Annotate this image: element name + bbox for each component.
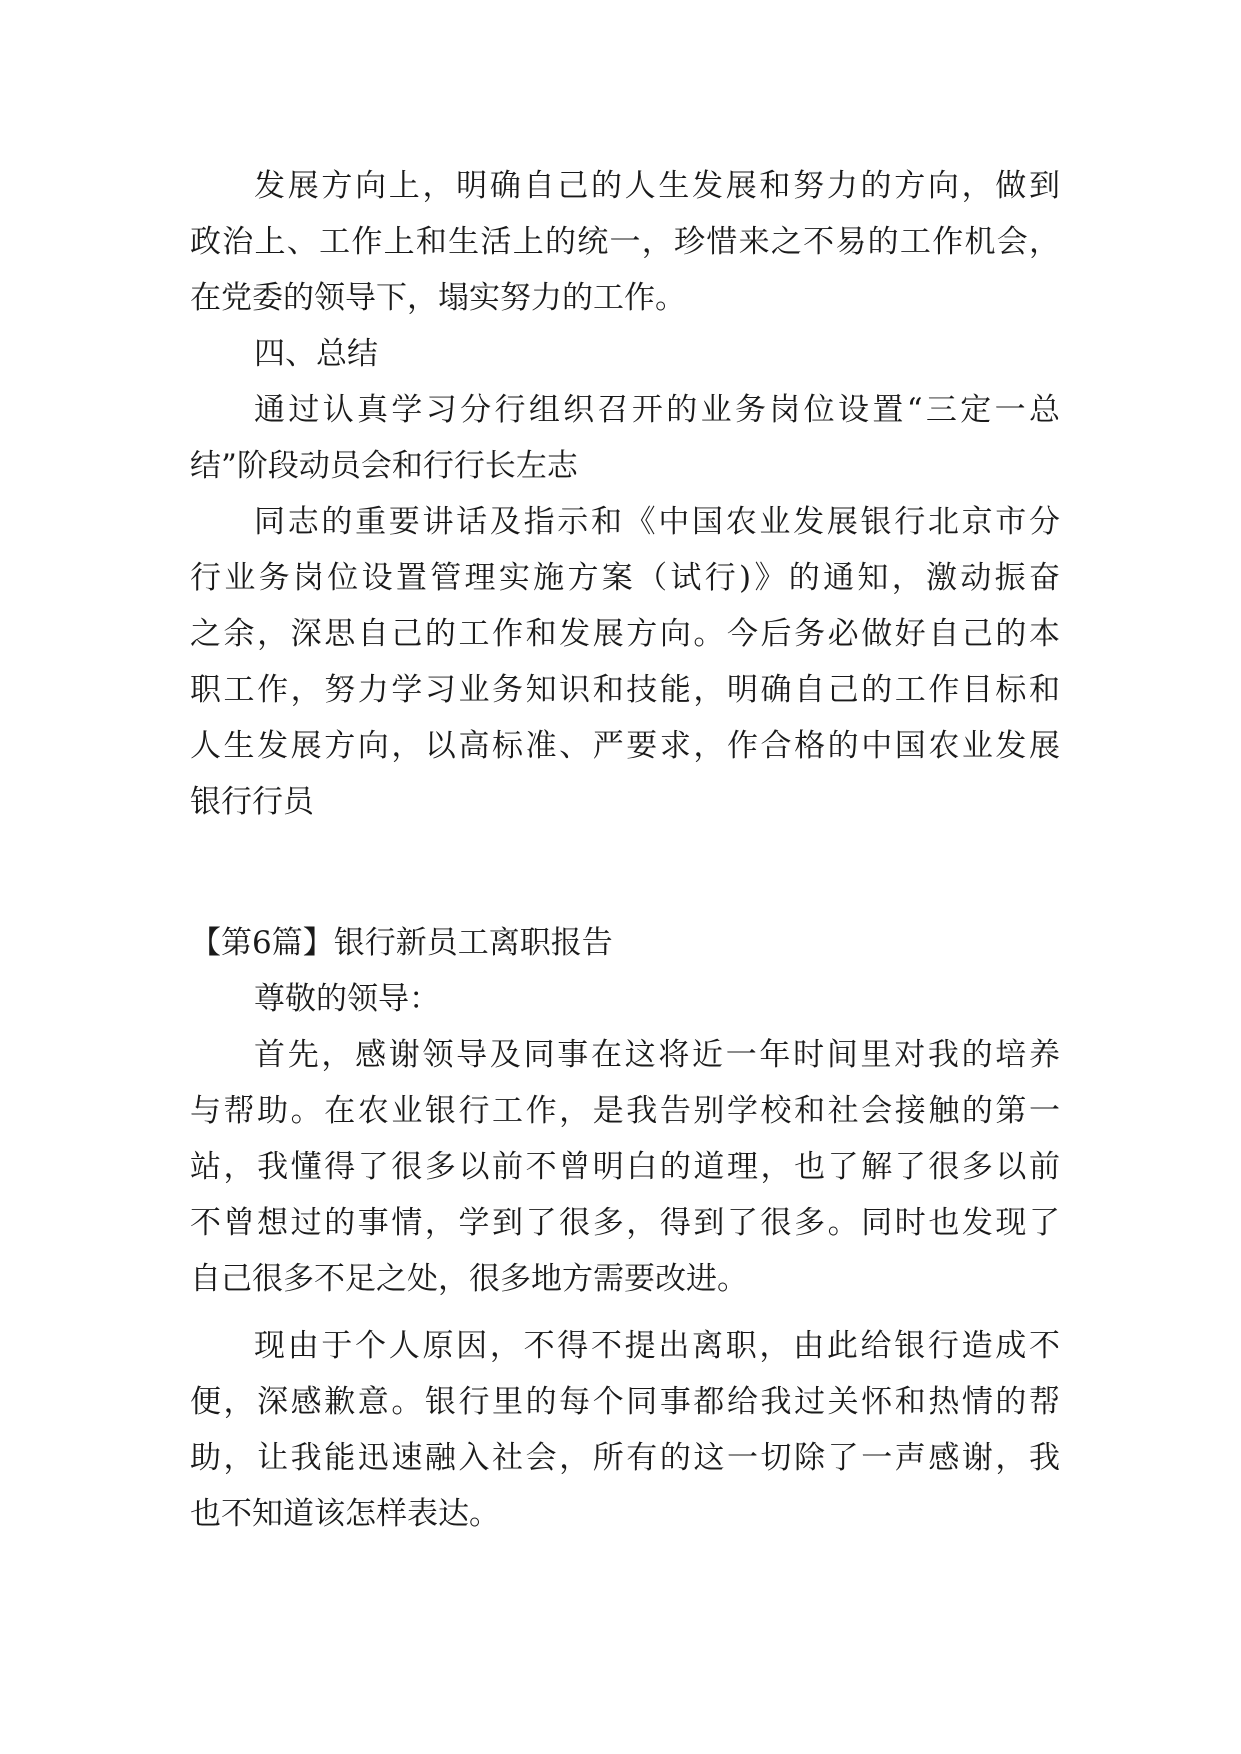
text-line: 自己很多不足之处，很多地方需要改进。 <box>190 1261 748 1297</box>
text-line: 与帮助。在农业银行工作，是我告别学校和社会接触的第一 <box>190 1093 1060 1129</box>
salutation: 尊敬的领导： <box>254 981 440 1017</box>
text-line: 也不知道该怎样表达。 <box>190 1496 500 1532</box>
text-line: 不曾想过的事情，学到了很多，得到了很多。同时也发现了 <box>190 1205 1060 1241</box>
text-line: 职工作，努力学习业务知识和技能，明确自己的工作目标和 <box>190 672 1060 708</box>
text-line: 助，让我能迅速融入社会，所有的这一切除了一声感谢，我 <box>190 1440 1060 1476</box>
text-line: 之余，深思自己的工作和发展方向。今后务必做好自己的本 <box>190 616 1060 652</box>
text-line: 同志的重要讲话及指示和《中国农业发展银行北京市分 <box>254 504 1060 540</box>
text-line: 在党委的领导下，塌实努力的工作。 <box>190 280 686 316</box>
text-line: 人生发展方向，以高标准、严要求，作合格的中国农业发展 <box>190 728 1060 764</box>
text-line: 银行行员 <box>190 784 314 820</box>
text-line: 首先，感谢领导及同事在这将近一年时间里对我的培养 <box>254 1037 1060 1073</box>
text-line: 行业务岗位设置管理实施方案（试行)》的通知，激动振奋 <box>190 560 1060 596</box>
text-line: 通过认真学习分行组织召开的业务岗位设置“三定一总 <box>254 392 1060 428</box>
text-line: 站，我懂得了很多以前不曾明白的道理，也了解了很多以前 <box>190 1149 1060 1185</box>
text-line: 便，深感歉意。银行里的每个同事都给我过关怀和热情的帮 <box>190 1384 1060 1420</box>
section-heading: 四、总结 <box>254 336 378 372</box>
text-line: 现由于个人原因，不得不提出离职，由此给银行造成不 <box>254 1328 1060 1364</box>
text-line: 政治上、工作上和生活上的统一，珍惜来之不易的工作机会， <box>190 224 1060 260</box>
text-line: 发展方向上，明确自己的人生发展和努力的方向，做到 <box>254 168 1060 204</box>
article-title: 【第6篇】银行新员工离职报告 <box>190 925 613 961</box>
text-line: 结”阶段动员会和行行长左志 <box>190 448 578 484</box>
